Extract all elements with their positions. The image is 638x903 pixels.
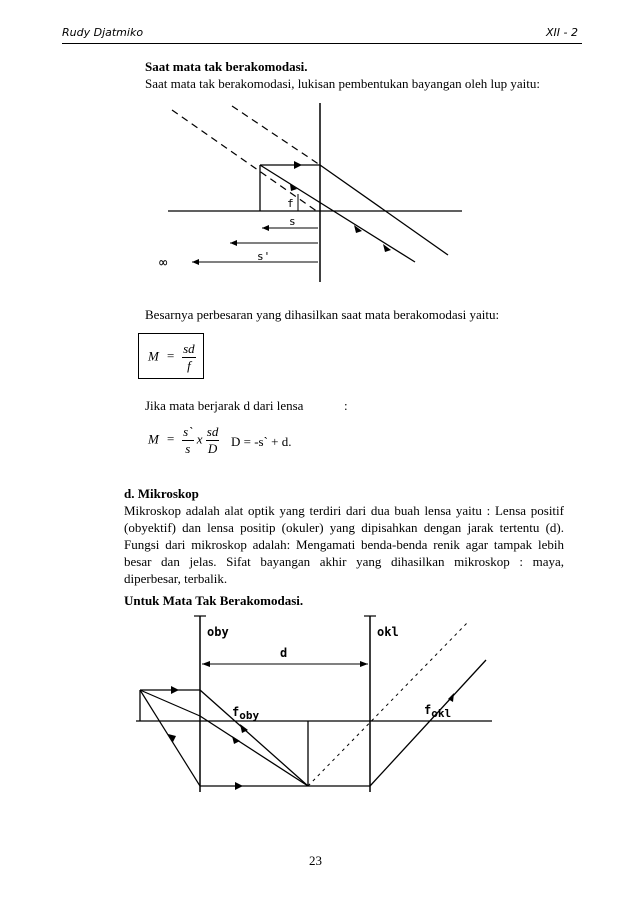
formula-2	[148, 424, 219, 457]
d-arrowhead-right	[360, 661, 368, 667]
formula-2-frac2-den: D	[207, 441, 218, 456]
formula-1	[148, 341, 196, 374]
mikroskop-paragraph	[124, 502, 564, 587]
eye-distance-text: Jika mata berjarak d dari lensa	[145, 398, 304, 413]
magnifier-ray-diagram	[140, 100, 480, 290]
bottom-ray-arrowhead	[235, 782, 243, 790]
dashed-ray-2	[232, 106, 320, 165]
formula-2-eq: =	[166, 431, 175, 447]
object-ray-3	[140, 690, 200, 786]
section-title-microscope-unaccommodated: Untuk Mata Tak Berakomodasi.	[124, 593, 304, 608]
header-author: Rudy Djatmiko	[62, 26, 144, 39]
header-rule	[62, 43, 582, 44]
emergent-ray	[370, 660, 486, 786]
infinity-label: ∞	[159, 255, 168, 271]
focal-label-ocular: fokl	[424, 703, 452, 720]
s-label-fig1: s	[289, 215, 296, 228]
formula-1-eq: =	[166, 348, 175, 364]
eye-distance-colon: :	[344, 398, 348, 413]
formula-2-times: x	[196, 431, 203, 447]
mikroskop-line: Mikroskop adalah alat optik yang terdiri dari dua buah lensa yaitu : Lensa positif	[124, 503, 564, 518]
microscope-ray-diagram	[130, 610, 500, 800]
formula-2-fraction-1	[182, 424, 193, 457]
focal-label-objective: foby	[232, 705, 260, 722]
mikroskop-line: diperbesar, terbalik.	[124, 571, 228, 586]
focal-label-fig1: f	[287, 197, 294, 210]
dotted-construction-line	[308, 622, 468, 786]
header-section: XII - 2	[546, 26, 578, 39]
object-ray-2	[140, 690, 200, 716]
converging-ray-1	[200, 690, 308, 786]
d-label: d	[280, 646, 288, 660]
formula-1-fraction	[182, 341, 196, 374]
formula-2-frac1-num: s`	[183, 424, 193, 439]
converging-ray-2	[200, 716, 308, 786]
mikroskop-line: besar dan jelas. Sifat bayangan akhir yang dihasilkan mikroskop : maya,	[124, 554, 564, 569]
mikroskop-line: (obyektif) dan lensa positip (okuler) yang dipisahkan dengan jarak tertentu (d).	[124, 520, 564, 535]
mikroskop-heading: d. Mikroskop	[124, 486, 199, 501]
formula-2-d-expression: D = -s` + d.	[231, 434, 292, 449]
refracted-ray-2	[260, 165, 415, 262]
formula-2-fraction-2	[206, 424, 220, 457]
formula-2-frac1-den: s	[185, 441, 191, 456]
converging-ray-2-arrowhead	[232, 736, 240, 744]
magnification-intro: Besarnya perbesaran yang dihasilkan saat mata berakomodasi yaitu:	[145, 307, 500, 322]
s-prime-arrowhead	[192, 259, 199, 265]
formula-1-denominator: f	[187, 358, 191, 373]
s-dimension-arrowhead	[262, 225, 269, 231]
parallel-ray-arrowhead	[294, 161, 302, 169]
mikroskop-line: Fungsi dari mikroskop adalah: Mengamati benda-benda renik agar tampak lebih	[124, 537, 564, 552]
formula-1-lhs: M	[148, 348, 159, 364]
s-prime-label-fig1: s'	[257, 250, 271, 263]
ocular-label: okl	[377, 625, 399, 639]
s-prime-upper-arrowhead	[230, 240, 237, 246]
d-arrowhead-left	[202, 661, 210, 667]
dashed-ray-1	[172, 110, 318, 212]
objective-label: oby	[207, 625, 229, 639]
parallel-ray-arrowhead	[171, 686, 179, 694]
section-title-unaccommodated: Saat mata tak berakomodasi.	[145, 59, 308, 74]
refracted-ray-1	[320, 165, 448, 255]
formula-2-frac2-num: sd	[206, 424, 219, 439]
formula-2-lhs: M	[148, 431, 159, 447]
page-number: 23	[309, 853, 322, 868]
section-subtitle-unaccommodated: Saat mata tak berakomodasi, lukisan pembentukan bayangan oleh lup yaitu:	[145, 76, 540, 91]
formula-1-numerator: sd	[183, 341, 195, 356]
